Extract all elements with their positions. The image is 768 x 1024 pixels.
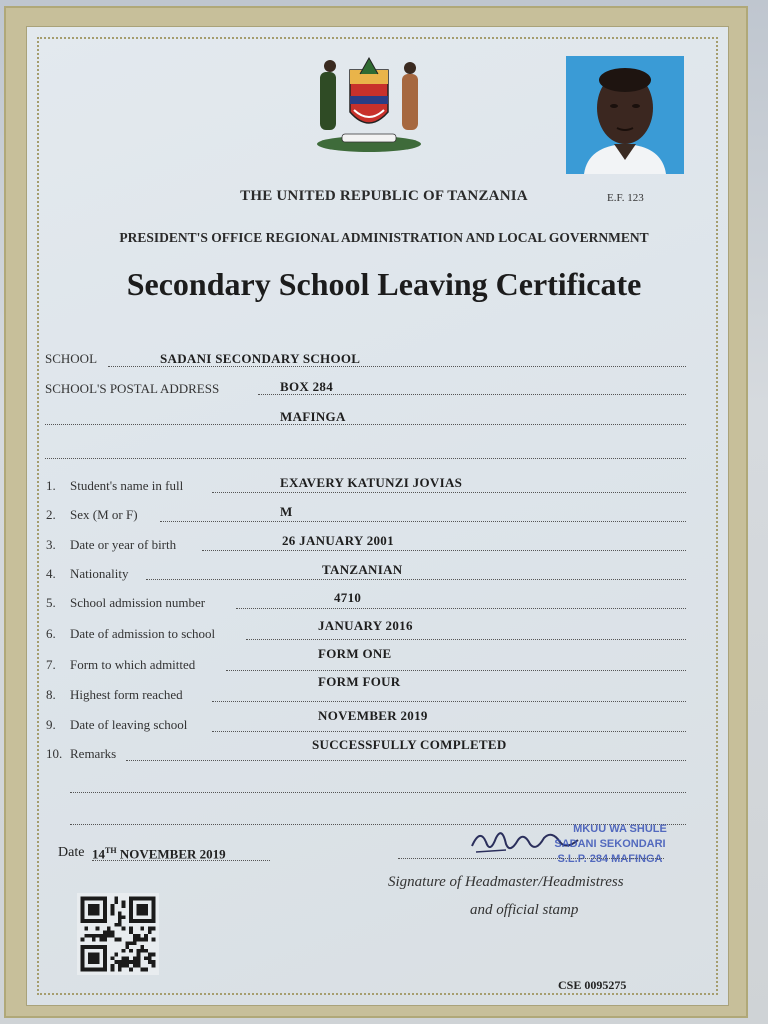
- admission-number-value: 4710: [334, 590, 362, 605]
- postal-address-line2: MAFINGA: [280, 409, 346, 424]
- student-photo: [566, 56, 684, 174]
- field-5-label: School admission number: [70, 595, 206, 610]
- field-3-number: 3.: [46, 537, 56, 552]
- field-4-label: Nationality: [70, 566, 129, 581]
- birth-date-value: 26 JANUARY 2001: [282, 533, 394, 548]
- field-4-dotted-line: [146, 579, 686, 580]
- postal-address-dotted-line-2: [45, 424, 686, 425]
- field-6-dotted-line: [246, 639, 686, 640]
- certificate-serial-number: CSE 0095275: [558, 978, 627, 992]
- date-label: Date: [58, 845, 85, 860]
- stamp-line-1: MKUU WA SHULE: [573, 823, 667, 835]
- qr-code[interactable]: [74, 893, 162, 975]
- official-stamp: [470, 822, 680, 867]
- field-10-number: 10.: [46, 746, 63, 761]
- field-10-dotted-line: [126, 760, 686, 761]
- highest-form-value: FORM FOUR: [318, 674, 401, 689]
- field-7-dotted-line: [226, 670, 686, 671]
- field-7-label: Form to which admitted: [70, 657, 196, 672]
- field-3-label: Date or year of birth: [70, 537, 177, 552]
- field-8-dotted-line: [212, 701, 686, 702]
- field-8-number: 8.: [46, 687, 56, 702]
- form-admitted-value: FORM ONE: [318, 646, 392, 661]
- field-2-number: 2.: [46, 507, 56, 522]
- student-name-value: EXAVERY KATUNZI JOVIAS: [280, 475, 463, 490]
- remarks-value: SUCCESSFULLY COMPLETED: [312, 737, 507, 752]
- sex-value: M: [280, 504, 293, 519]
- field-7-number: 7.: [46, 657, 56, 672]
- field-2-dotted-line: [160, 521, 686, 522]
- office-heading: PRESIDENT'S OFFICE REGIONAL ADMINISTRATION AND LOCAL GOVERNMENT: [119, 230, 649, 245]
- signature-caption-1: Signature of Headmaster/Headmistress: [388, 874, 624, 890]
- blank-dotted-line: [45, 458, 686, 459]
- school-label: SCHOOL: [45, 351, 98, 366]
- field-5-number: 5.: [46, 595, 56, 610]
- postal-address-line1: BOX 284: [280, 379, 334, 394]
- field-10-label: Remarks: [70, 746, 117, 761]
- field-9-number: 9.: [46, 717, 56, 732]
- nationality-value: TANZANIAN: [322, 562, 403, 577]
- form-code: E.F. 123: [607, 192, 644, 204]
- admission-date-value: JANUARY 2016: [318, 618, 413, 633]
- field-5-dotted-line: [236, 608, 686, 609]
- field-9-label: Date of leaving school: [70, 717, 188, 732]
- stamp-line-2: SADANI SEKONDARI: [554, 838, 666, 850]
- issue-date-value: 14TH NOVEMBER 2019: [92, 846, 226, 862]
- field-1-number: 1.: [46, 478, 56, 493]
- signature-dotted-line: [398, 858, 664, 859]
- school-name-value: SADANI SECONDARY SCHOOL: [160, 351, 361, 366]
- stamp-line-3: S.L.P. 284 MAFINGA: [557, 853, 663, 865]
- field-8-label: Highest form reached: [70, 687, 183, 702]
- coat-of-arms-emblem: [310, 52, 428, 154]
- postal-address-label: SCHOOL'S POSTAL ADDRESS: [45, 381, 220, 396]
- leaving-date-value: NOVEMBER 2019: [318, 708, 428, 723]
- field-1-label: Student's name in full: [70, 478, 184, 493]
- remarks-dotted-line-2: [70, 792, 686, 793]
- country-heading: THE UNITED REPUBLIC OF TANZANIA: [240, 188, 528, 204]
- field-3-dotted-line: [202, 550, 686, 551]
- field-1-dotted-line: [212, 492, 686, 493]
- field-2-label: Sex (M or F): [70, 507, 138, 522]
- field-6-number: 6.: [46, 626, 56, 641]
- field-9-dotted-line: [212, 731, 686, 732]
- field-4-number: 4.: [46, 566, 56, 581]
- signature-caption-2: and official stamp: [470, 902, 579, 918]
- certificate-title: Secondary School Leaving Certificate: [126, 266, 642, 302]
- field-6-label: Date of admission to school: [70, 626, 216, 641]
